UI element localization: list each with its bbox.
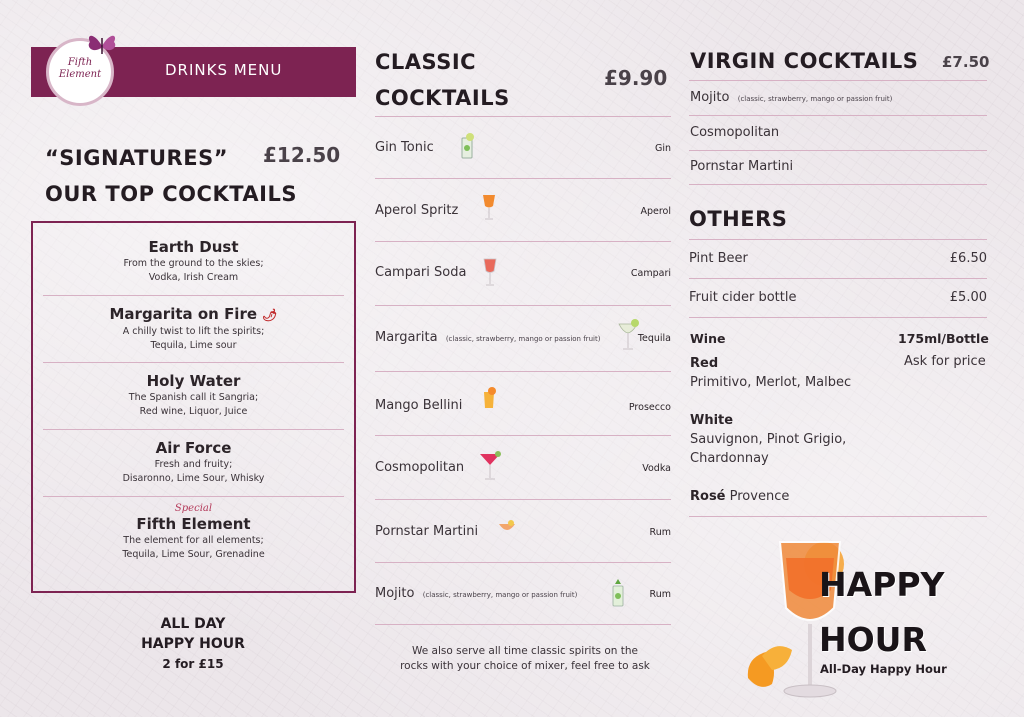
- wine-red: Red Primitivo, Merlot, Malbec: [690, 356, 852, 390]
- others-item-pint-beer: Pint Beer: [689, 251, 748, 266]
- classic-item-margarita: Margarita (classic, strawberry, mango or passion fruit) Tequila: [375, 330, 671, 350]
- divider: [689, 278, 987, 279]
- divider: [375, 116, 671, 117]
- others-price-pint-beer: £6.50: [949, 251, 987, 266]
- divider: [375, 624, 671, 625]
- virgin-cocktails-price: £7.50: [942, 53, 990, 71]
- classic-cocktails-price: £9.90: [604, 66, 668, 90]
- classic-cocktails-title: CLASSIC COCKTAILS: [375, 50, 510, 110]
- divider: [375, 241, 671, 242]
- wine-white: White Sauvignon, Pinot Grigio, Chardonnay: [690, 413, 847, 466]
- virgin-item-cosmopolitan: Cosmopolitan: [690, 125, 780, 140]
- divider: [375, 499, 671, 500]
- virgin-cocktails-title: VIRGIN COCKTAILS: [690, 49, 919, 73]
- divider: [375, 305, 671, 306]
- divider: [43, 362, 344, 363]
- divider: [689, 317, 987, 318]
- signature-item-margarita-on-fire: Margarita on Fire 🌶 A chilly twist to lift the spirits; Tequila, Lime sour: [109, 305, 278, 351]
- signatures-title: “SIGNATURES” OUR TOP COCKTAILS: [45, 146, 297, 206]
- signature-item-earth-dust: Earth Dust From the ground to the skies; Vodka, Irish Cream: [123, 238, 264, 283]
- divider: [375, 562, 671, 563]
- ask-for-price: Ask for price: [904, 354, 986, 369]
- divider: [689, 516, 987, 517]
- classic-item-aperol-spritz: Aperol Spritz Aperol: [375, 203, 671, 223]
- cosmopolitan-icon: [478, 450, 502, 486]
- drinks-menu-title: DRINKS MENU: [165, 61, 283, 79]
- divider: [43, 496, 344, 497]
- divider: [689, 150, 987, 151]
- special-badge: Special: [174, 503, 213, 514]
- signatures-price: £12.50: [263, 143, 341, 167]
- signature-item-fifth-element: Special Fifth Element The element for all elements; Tequila, Lime Sour, Grenadine: [33, 503, 354, 562]
- gin-tonic-icon: [459, 132, 475, 164]
- all-day-happy-hour-promo: ALL DAY HAPPY HOUR 2 for £15: [141, 616, 245, 671]
- classic-item-campari-soda: Campari Soda Campari: [375, 265, 671, 285]
- wine-heading: Wine: [690, 331, 726, 346]
- classic-item-gin-tonic: Gin Tonic Gin: [375, 140, 671, 160]
- signatures-box: [31, 221, 356, 593]
- divider: [375, 371, 671, 372]
- signature-item-holy-water: Holy Water The Spanish call it Sangria; Red wine, Liquor, Juice: [128, 372, 259, 417]
- happy-hour-title: HAPPY HOUR: [819, 565, 945, 659]
- divider: [375, 435, 671, 436]
- divider: [689, 239, 987, 240]
- butterfly-icon: [84, 30, 120, 60]
- brand-logo-text: Fifth Element: [58, 57, 102, 80]
- divider: [689, 115, 987, 116]
- bellini-icon: [481, 386, 497, 416]
- classic-item-pornstar-martini: Pornstar Martini Rum: [375, 524, 671, 544]
- aperol-spritz-icon: [481, 193, 497, 225]
- others-price-fruit-cider: £5.00: [949, 290, 987, 305]
- wine-size: 175ml/Bottle: [898, 331, 989, 346]
- classic-item-mojito: Mojito (classic, strawberry, mango or passion fruit) Rum: [375, 586, 671, 606]
- others-item-fruit-cider: Fruit cider bottle: [689, 290, 797, 305]
- divider: [43, 429, 344, 430]
- virgin-item-pornstar-martini: Pornstar Martini: [690, 159, 794, 174]
- divider: [43, 295, 344, 296]
- others-title: OTHERS: [689, 207, 788, 231]
- divider: [689, 80, 987, 81]
- chili-icon: 🌶: [262, 308, 278, 322]
- divider: [375, 178, 671, 179]
- virgin-item-mojito: Mojito (classic, strawberry, mango or passion fruit): [690, 90, 893, 105]
- classic-item-cosmopolitan: Cosmopolitan Vodka: [375, 460, 671, 480]
- signature-item-air-force: Air Force Fresh and fruity; Disaronno, Lime Sour, Whisky: [122, 439, 265, 484]
- margarita-icon: [617, 318, 639, 356]
- classic-spirits-note: We also serve all time classic spirits on the rocks with your choice of mixer, feel free to ask: [400, 645, 650, 672]
- classic-item-mango-bellini: Mango Bellini Prosecco: [375, 398, 671, 418]
- campari-soda-icon: [481, 255, 499, 291]
- wine-rose: Rosé Provence: [690, 489, 790, 504]
- pornstar-martini-icon: [497, 518, 517, 542]
- mojito-icon: [609, 578, 627, 612]
- happy-hour-subtitle: All-Day Happy Hour: [820, 662, 947, 676]
- divider: [689, 184, 987, 185]
